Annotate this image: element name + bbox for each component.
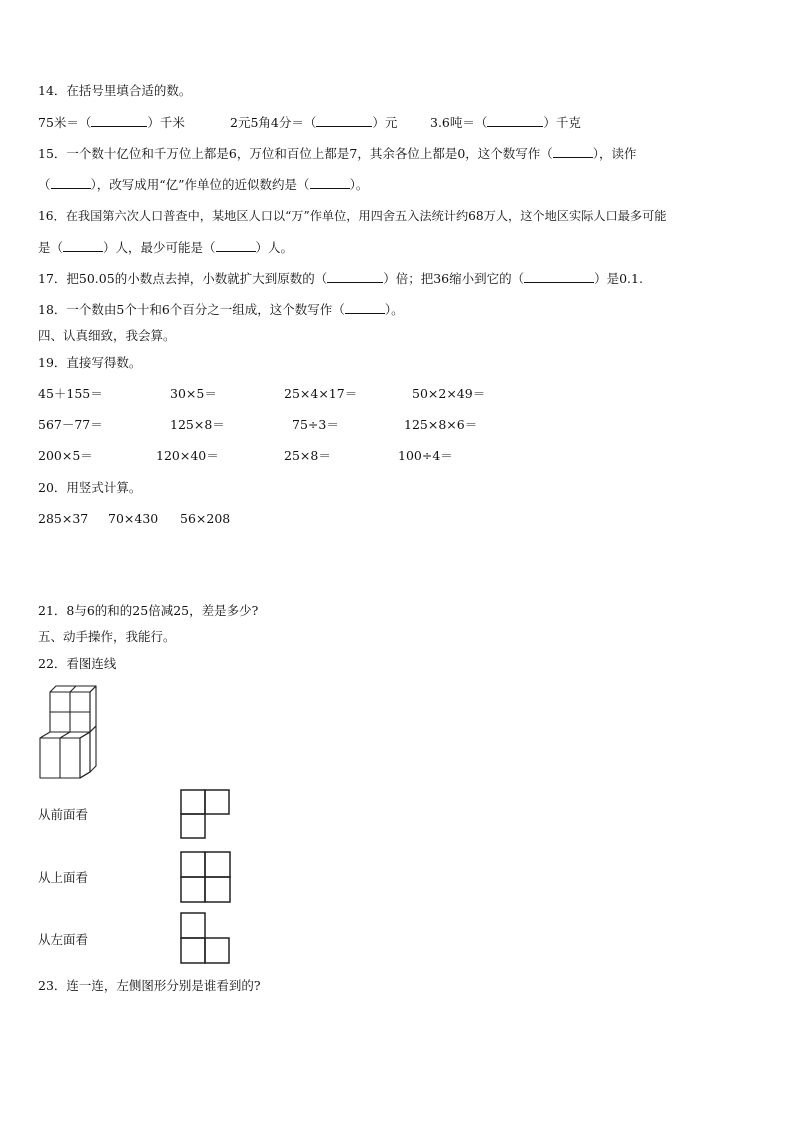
cube-solid-figure [38, 684, 132, 780]
answer-blank[interactable] [327, 271, 383, 283]
answer-blank[interactable] [487, 115, 543, 127]
q14-item-2: 2元5角4分＝（ ）元 [230, 115, 398, 130]
answer-blank[interactable] [91, 115, 147, 127]
q20-item-3: 56×208 [180, 511, 231, 526]
q20-title: 20．用竖式计算。 [38, 480, 142, 495]
q18-line: 18．一个数由5个十和6个百分之一组成，这个数写作（ ）。 [38, 302, 404, 317]
answer-blank[interactable] [216, 240, 256, 252]
q19-r2c1: 567－77＝ [38, 417, 103, 432]
q23-text: 23．连一连，左侧图形分别是谁看到的? [38, 978, 261, 993]
q19-r1c4: 50×2×49＝ [412, 386, 486, 401]
q19-r1c1: 45＋155＝ [38, 386, 103, 401]
q14-title: 14．在括号里填合适的数。 [38, 83, 192, 98]
view-label-left: 从左面看 [38, 932, 89, 947]
q14-item-1: 75米＝（ ）千米 [38, 115, 185, 130]
answer-blank[interactable] [553, 146, 593, 158]
q19-r1c3: 25×4×17＝ [284, 386, 358, 401]
q14-item-3: 3.6吨＝（ ）千克 [430, 115, 581, 130]
answer-blank[interactable] [310, 177, 350, 189]
view-figure-left[interactable] [180, 912, 230, 966]
answer-blank[interactable] [51, 177, 91, 189]
q19-r2c3: 75÷3＝ [292, 417, 339, 432]
q17-line: 17．把50.05的小数点去掉，小数就扩大到原数的（ ）倍；把36缩小到它的（ ）是0.1. [38, 271, 643, 286]
q19-title: 19．直接写得数。 [38, 355, 142, 370]
q15-line-1: 15．一个数十亿位和千万位上都是6，万位和百位上都是7，其余各位上都是0，这个数写作（ ），读作 [38, 146, 637, 161]
view-figure-front[interactable] [180, 789, 230, 841]
answer-blank[interactable] [63, 240, 103, 252]
answer-blank[interactable] [524, 271, 594, 283]
view-figure-top[interactable] [180, 851, 232, 905]
q20-item-2: 70×430 [108, 511, 159, 526]
answer-blank[interactable] [316, 115, 372, 127]
q22-title: 22．看图连线 [38, 656, 117, 671]
q19-r3c4: 100÷4＝ [398, 448, 453, 463]
q20-item-1: 285×37 [38, 511, 89, 526]
view-label-top: 从上面看 [38, 870, 89, 885]
q19-r2c2: 125×8＝ [170, 417, 225, 432]
section-4-heading: 四、认真细致，我会算。 [38, 328, 176, 343]
q19-r3c3: 25×8＝ [284, 448, 331, 463]
q19-r3c1: 200×5＝ [38, 448, 93, 463]
q16-line-1: 16．在我国第六次人口普查中，某地区人口以“万”作单位，用四舍五入法统计约68万人，这个地区实际人口最多可能 [38, 209, 667, 223]
q19-r1c2: 30×5＝ [170, 386, 217, 401]
q16-line-2: 是（ ）人，最少可能是（ ）人。 [38, 240, 294, 255]
q19-r3c2: 120×40＝ [156, 448, 219, 463]
q15-line-2: （ ），改写成用“亿”作单位的近似数约是（ ）。 [38, 177, 369, 192]
section-5-heading: 五、动手操作，我能行。 [38, 629, 176, 644]
answer-blank[interactable] [345, 302, 385, 314]
q21-text: 21．8与6的和的25倍减25，差是多少? [38, 603, 259, 618]
view-label-front: 从前面看 [38, 807, 89, 822]
q19-r2c4: 125×8×6＝ [404, 417, 478, 432]
